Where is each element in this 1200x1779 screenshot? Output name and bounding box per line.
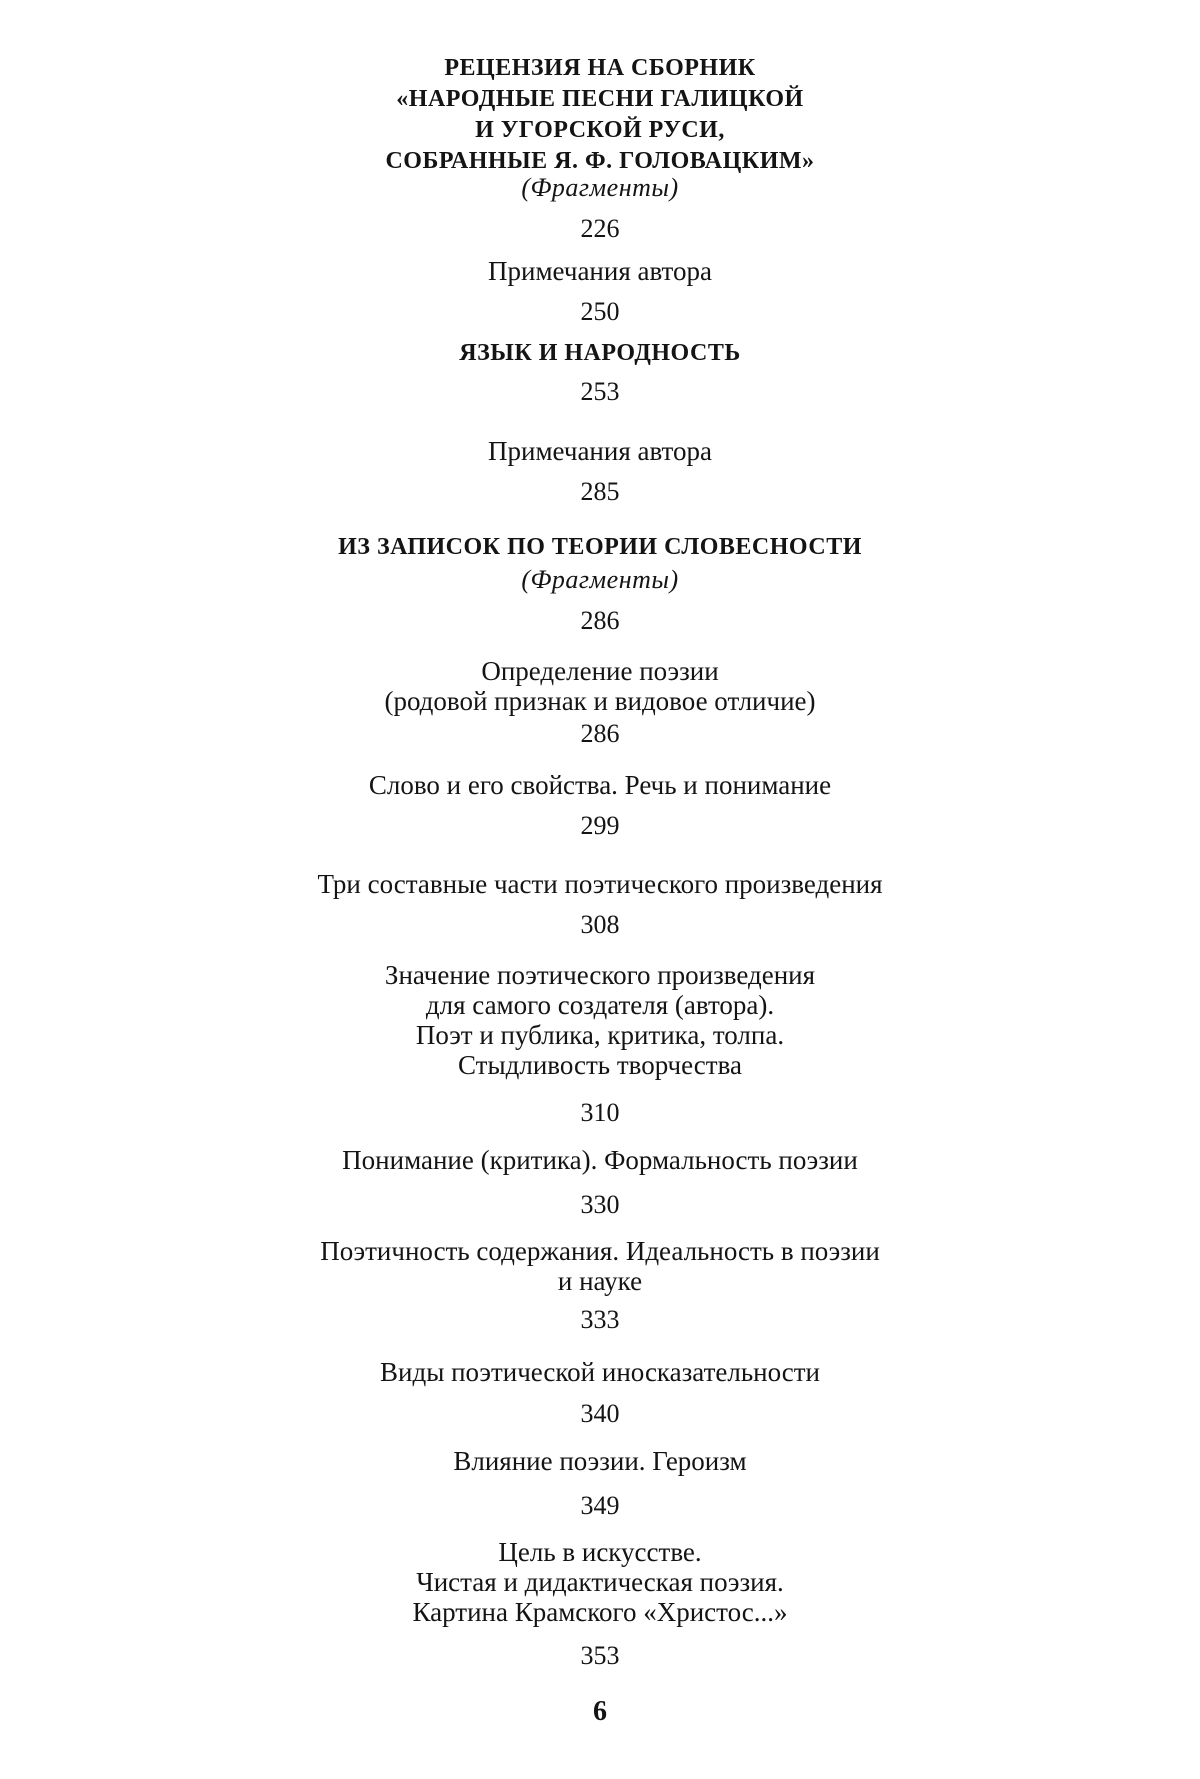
section-page-number: 349 bbox=[580, 1491, 620, 1520]
section-page-number: 340 bbox=[580, 1399, 620, 1428]
section-page-number: 299 bbox=[580, 811, 620, 840]
section-page-number: 353 bbox=[580, 1641, 620, 1670]
folio-page-number: 6 bbox=[593, 1696, 607, 1727]
section-entry: Цель в искусстве. Чистая и дидактическая поэзия. Картина Крамского «Христос...» bbox=[412, 1537, 788, 1627]
section-page-number: 330 bbox=[580, 1190, 620, 1219]
theory-title: ИЗ ЗАПИСОК ПО ТЕОРИИ СЛОВЕСНОСТИ bbox=[338, 534, 862, 560]
review-page-number: 226 bbox=[580, 214, 620, 243]
language-title: ЯЗЫК И НАРОДНОСТЬ bbox=[459, 340, 741, 366]
section-entry: Влияние поэзии. Героизм bbox=[453, 1446, 747, 1476]
section-page-number: 333 bbox=[580, 1305, 620, 1334]
review-notes-entry: Примечания автора bbox=[488, 256, 712, 286]
theory-subtitle: (Фрагменты) bbox=[521, 565, 679, 594]
language-notes-entry: Примечания автора bbox=[488, 436, 712, 466]
language-page-number: 253 bbox=[580, 377, 620, 406]
section-entry: Слово и его свойства. Речь и понимание bbox=[368, 770, 832, 800]
review-subtitle: (Фрагменты) bbox=[521, 173, 679, 202]
section-entry: Значение поэтического произведения для самого создателя (автора). Поэт и публика, критика, толпа. Стыдливость творчества bbox=[384, 960, 816, 1080]
section-entry: Виды поэтической иносказательности bbox=[380, 1357, 820, 1387]
section-entry: Три составные части поэтического произведения bbox=[317, 869, 883, 899]
section-page-number: 286 bbox=[580, 719, 620, 748]
section-entry: Понимание (критика). Формальность поэзии bbox=[342, 1145, 858, 1175]
section-entry: Определение поэзии (родовой признак и видовое отличие) bbox=[384, 656, 816, 716]
section-page-number: 310 bbox=[580, 1098, 620, 1127]
section-page-number: 308 bbox=[580, 910, 620, 939]
review-title: РЕЦЕНЗИЯ НА СБОРНИК «НАРОДНЫЕ ПЕСНИ ГАЛИЦКОЙ И УГОРСКОЙ РУСИ, СОБРАННЫЕ Я. Ф. ГОЛОВАЦКИМ» bbox=[385, 55, 815, 174]
review-notes-page-number: 250 bbox=[580, 297, 620, 326]
language-notes-page-number: 285 bbox=[580, 477, 620, 506]
theory-page-number: 286 bbox=[580, 606, 620, 635]
section-entry: Поэтичность содержания. Идеальность в поэзии и науке bbox=[320, 1236, 880, 1296]
